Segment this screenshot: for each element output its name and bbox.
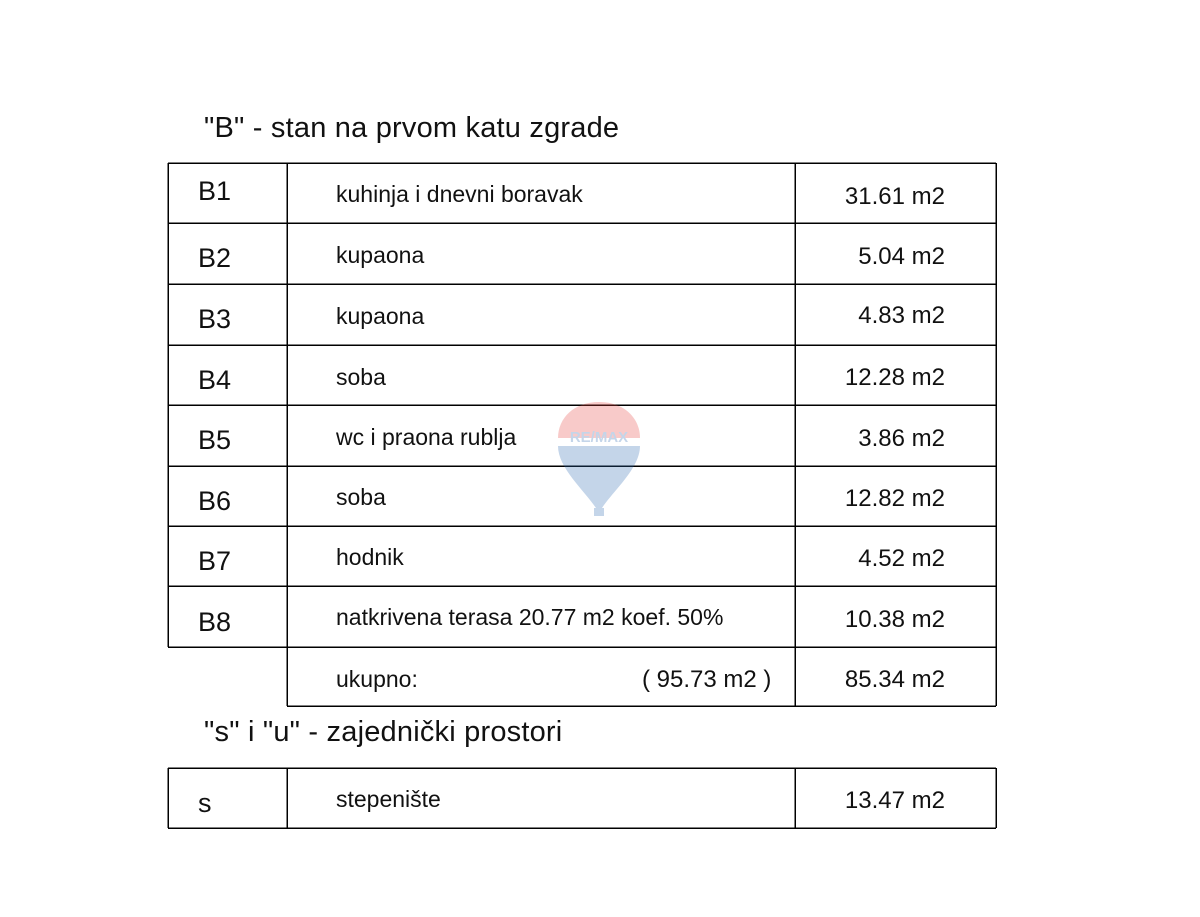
room-code: B8 [198, 607, 232, 637]
room-area: 31.61 m2 [844, 183, 945, 210]
total-area: 85.34 m2 [844, 666, 945, 693]
room-area: 4.83 m2 [858, 302, 945, 329]
section-common-title: "s" i "u" - zajednički prostori [204, 716, 563, 748]
room-name: kupaona [336, 303, 425, 329]
room-code: B7 [198, 546, 232, 576]
room-code: B3 [198, 304, 232, 334]
room-name: stepenište [336, 786, 441, 812]
room-name: soba [336, 364, 386, 390]
room-code: B2 [198, 243, 232, 273]
room-area: 3.86 m2 [858, 425, 945, 452]
room-name: soba [336, 484, 386, 510]
room-name: kuhinja i dnevni boravak [336, 181, 583, 207]
room-area: 4.52 m2 [858, 545, 945, 572]
room-area: 10.38 m2 [844, 606, 945, 633]
room-code: B6 [198, 486, 232, 516]
room-area: 12.82 m2 [844, 485, 945, 512]
room-name: wc i praona rublja [336, 424, 517, 450]
section-b-title: "B" - stan na prvom katu zgrade [204, 112, 620, 144]
room-code: s [198, 788, 212, 818]
room-name: natkrivena terasa 20.77 m2 koef. 50% [336, 604, 724, 630]
room-area: 12.28 m2 [844, 364, 945, 391]
room-area: 13.47 m2 [844, 787, 945, 814]
room-area: 5.04 m2 [858, 243, 945, 270]
total-gross-area: ( 95.73 m2 ) [642, 666, 772, 693]
watermark-text: RE/MAX [569, 429, 629, 446]
room-code: B5 [198, 425, 232, 455]
room-code: B4 [198, 365, 232, 395]
room-name: hodnik [336, 544, 404, 570]
room-code: B1 [198, 176, 232, 206]
remax-balloon-watermark [554, 398, 644, 518]
room-name: kupaona [336, 242, 425, 268]
total-label: ukupno: [336, 666, 418, 692]
